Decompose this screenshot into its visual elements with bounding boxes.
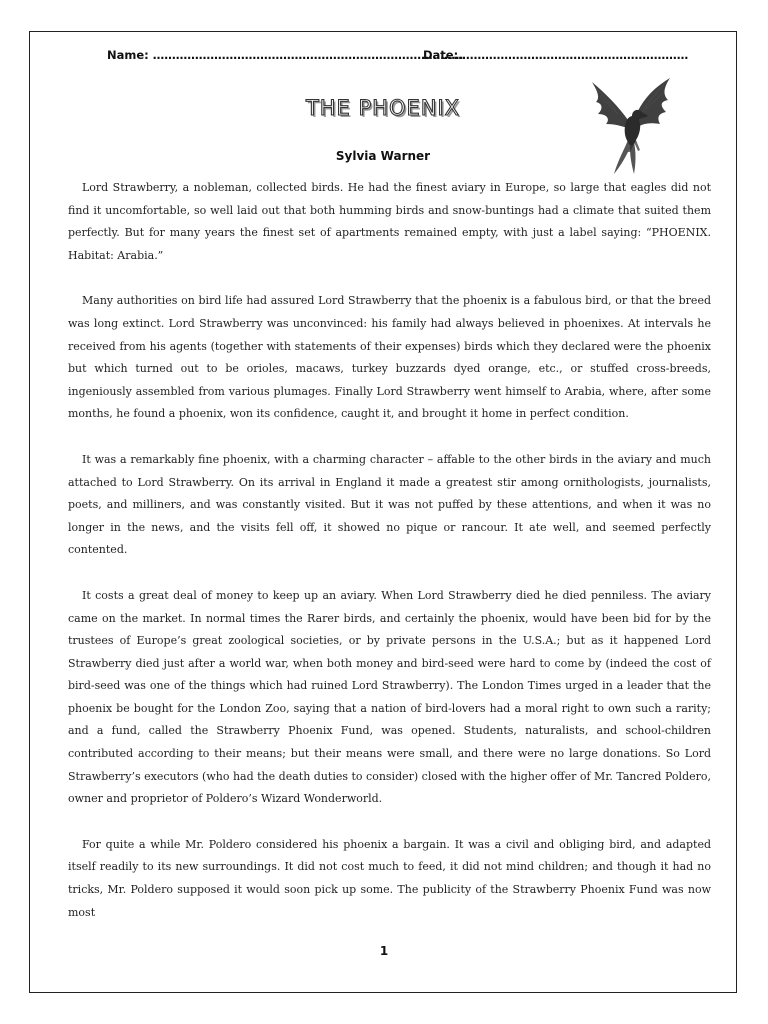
- paragraph-5: For quite a while Mr. Poldero considered his phoenix a bargain. It was a civil and obliging bird, and adapted itself readily to its new surroundings. It did not cost much to feed, it did not mind children; and though it had no tricks, Mr. Poldero supposed it would soon pick up some. The publicity of the Strawberry Phoenix Fund was now most: [68, 837, 711, 919]
- story-text: [68, 177, 711, 947]
- page-number: 1: [379, 944, 389, 958]
- phoenix-bird-icon: [588, 76, 674, 176]
- page-title: THE PHOENIX: [305, 96, 461, 120]
- date-field-label: Date:……………………………………………………: [423, 48, 689, 62]
- author-name: Sylvia Warner: [335, 149, 431, 163]
- paragraph-2: Many authorities on bird life had assured Lord Strawberry that the phoenix is a fabulous bird, or that the breed was long extinct. Lord Strawberry was unconvinced: his family had always believed in phoenixes. At intervals he received from his agents (together with statements of their expenses) birds which they declared were the phoenix but which turned out to be orioles, macaws, turkey buzzards dyed orange, etc., or stuffed cross-breeds, ingeniously assembled from various plumages. Finally Lord Strawberry went himself to Arabia, where, after some months, he found a phoenix, won its confidence, caught it, and brought it home in perfect condition.: [68, 294, 711, 421]
- name-date-header: [107, 48, 689, 66]
- paragraph-1: Lord Strawberry, a nobleman, collected birds. He had the finest aviary in Europe, so large that eagles did not find it uncomfortable, so well laid out that both humming birds and snow-buntings had a climate that suited them perfectly. But for many years the finest set of apartments remained empty, with just a label saying: “PHOENIX. Habitat: Arabia.”: [68, 181, 711, 262]
- paragraph-3: It was a remarkably fine phoenix, with a charming character – affable to the other birds in the aviary and much attached to Lord Strawberry. On its arrival in England it made a greatest stir among ornithologists, journalists, poets, and milliners, and was constantly visited. But it was not puffed by these attentions, and when it was no longer in the news, and the visits fell off, it showed no pique or rancour. It ate well, and seemed perfectly contented.: [68, 452, 711, 557]
- name-field-label: Name: ………………………………………………………………………: [107, 48, 464, 62]
- paragraph-4: It costs a great deal of money to keep up an aviary. When Lord Strawberry died he died penniless. The aviary came on the market. In normal times the Rarer birds, and certainly the phoenix, would have been bid for by the trustees of Europe’s great zoological societies, or by private persons in the U.S.A.; but as it happened Lord Strawberry died just after a world war, when both money and bird-seed were hard to come by (indeed the cost of bird-seed was one of the things which had ruined Lord Strawberry). The London Times urged in a leader that the phoenix be bought for the London Zoo, saying that a nation of bird-lovers had a moral right to own such a rarity; and a fund, called the Strawberry Phoenix Fund, was opened. Students, naturalists, and school-children contributed according to their means; but their means were small, and there were no large donations. So Lord Strawberry’s executors (who had the death duties to consider) closed with the higher offer of Mr. Tancred Poldero, owner and proprietor of Poldero’s Wizard Wonderworld.: [68, 588, 711, 806]
